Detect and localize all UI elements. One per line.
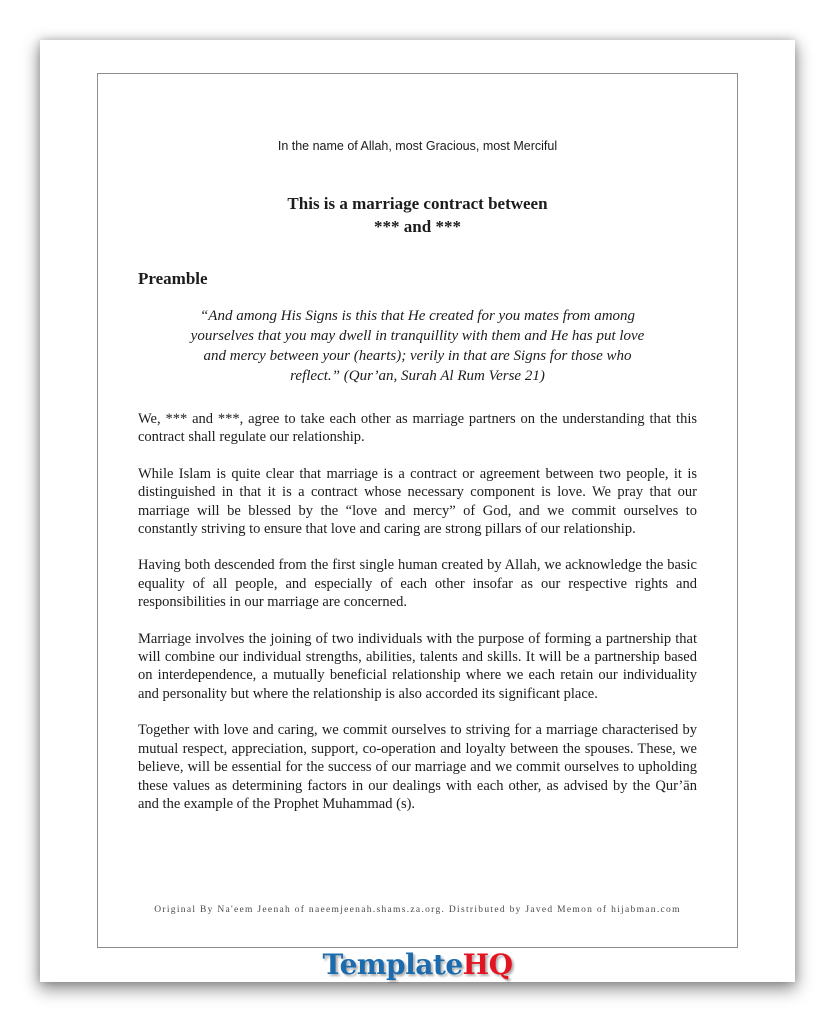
title-line-1: This is a marriage contract between [287, 194, 548, 213]
quote-line-3: and mercy between your (hearts); verily in that are Signs for those who [203, 348, 632, 364]
document-content [98, 74, 737, 947]
bismillah-line: In the name of Allah, most Gracious, most Merciful [277, 139, 558, 153]
body-paragraph: Together with love and caring, we commit ourselves to striving for a marriage characterised by mutual respect, appreciation, support, co-operation and loyalty between the spouses. These, we believe, will be essential for the success of our marriage and we commit ourselves to upholding these values as determining factors in our dealings with each other, as advised by the Qur’ān and the example of the Prophet Muhammad (s). [138, 722, 697, 812]
page-border-frame [97, 73, 738, 948]
title-line-2: *** and *** [374, 217, 461, 236]
quote-line-1: “And among His Signs is this that He created for you mates from among [199, 308, 636, 324]
document-sheet [40, 40, 795, 982]
quote-line-4: reflect.” (Qur’an, Surah Al Rum Verse 21) [290, 368, 545, 384]
quran-quote [138, 306, 697, 386]
templatehq-logo [40, 949, 795, 981]
section-heading-preamble: Preamble [138, 269, 208, 288]
logo-part-hq: HQ [462, 948, 513, 981]
logo-part-template: Template [322, 948, 463, 981]
credit-line: Original By Na'eem Jeenah of naeemjeenah.shams.za.org. Distributed by Javed Memon of hijabman.com [154, 905, 681, 915]
body-paragraph: We, *** and ***, agree to take each other as marriage partners on the understanding that this contract shall regulate our relationship. [138, 411, 697, 446]
body-paragraph: While Islam is quite clear that marriage is a contract or agreement between two people, it is distinguished in that it is a contract whose necessary component is love. We pray that our marriage will be blessed by the “love and mercy” of God, and we commit ourselves to constantly striving to ensure that love and caring are strong pillars of our relationship. [138, 465, 697, 538]
quote-line-2: yourselves that you may dwell in tranquillity with them and He has put love [190, 328, 645, 344]
document-title [138, 192, 697, 238]
body-paragraph: Having both descended from the first single human created by Allah, we acknowledge the basic equality of all people, and especially of each other insofar as our respective rights and responsibilities in our marriage are concerned. [138, 557, 697, 611]
body-paragraph: Marriage involves the joining of two individuals with the purpose of forming a partnership that will combine our individual strengths, abilities, talents and skills. It will be a partnership based on interdependence, a mutually beneficial relationship where we each retain our individuality and personality but where the relationship is also accorded its significant place. [138, 630, 697, 702]
